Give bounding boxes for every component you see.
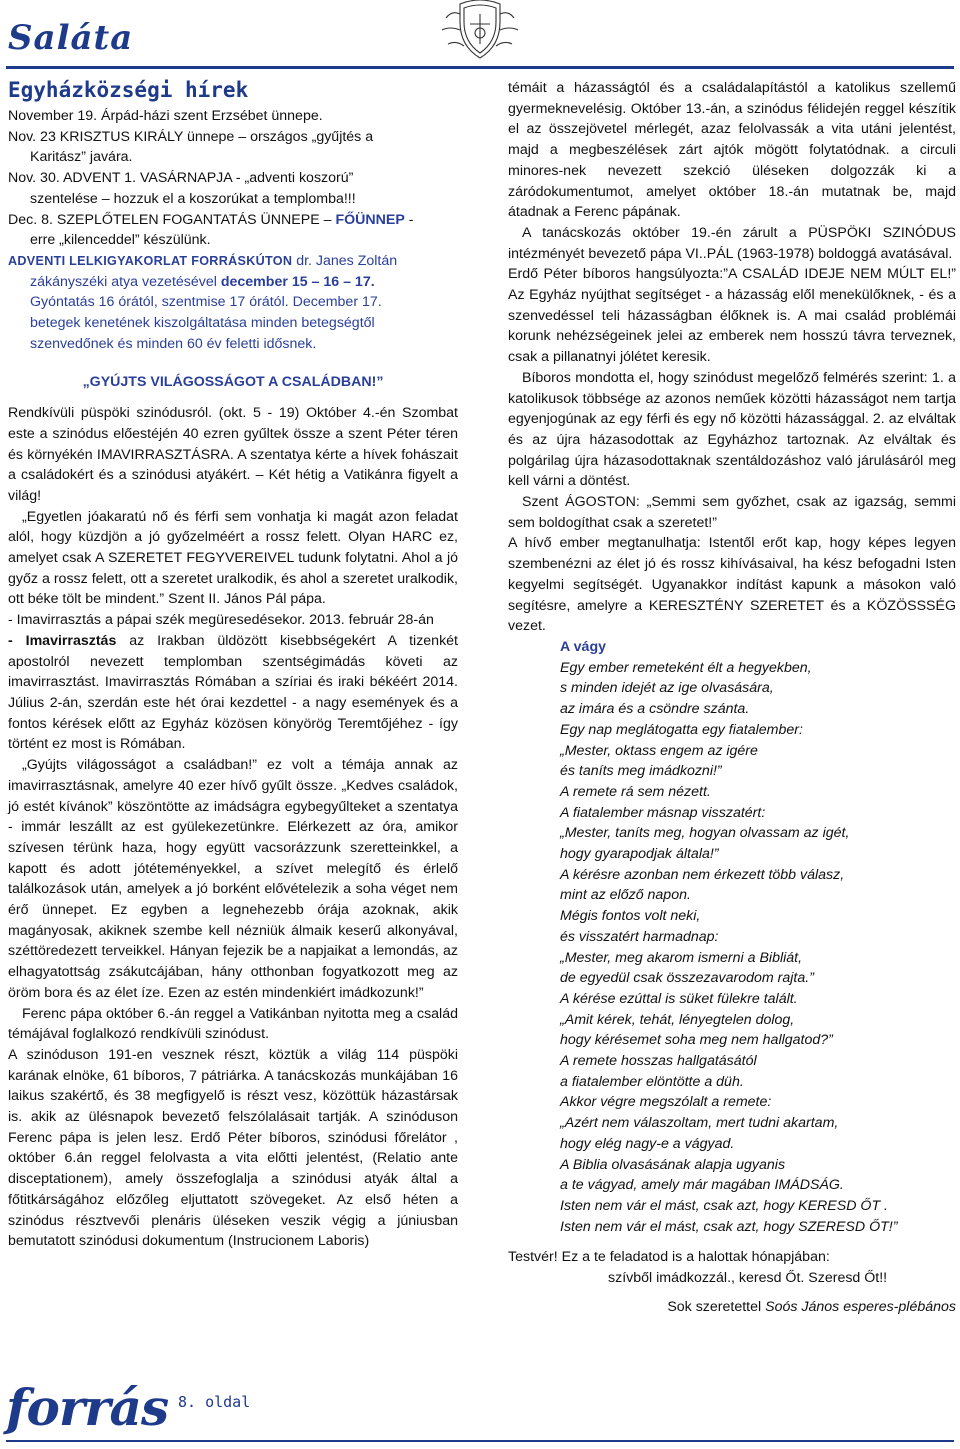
poem-line: „Mester, meg akarom ismerni a Bibliát, (560, 949, 803, 966)
advent-text: zákányszéki atya vezetésével (30, 273, 221, 290)
article-paragraph: A tanácskozás október 19.-én zárult a PÜSPÖKI SZINÓDUS intézményét bevezető pápa VI..PÁL (1963-1978) boldoggá avatásával. (508, 224, 956, 262)
right-column (508, 78, 956, 1317)
poem-line: Isten nem vár el mást, csak azt, hogy KERESD ŐT . (560, 1197, 889, 1214)
poem-line: A kérésre azonban nem érkezett több válasz, (560, 866, 845, 883)
poem-line: Isten nem vár el mást, csak azt, hogy SZERESD ŐT!” (560, 1218, 898, 1235)
advent-line: Gyóntatás 16 órától, szentmise 17 órától. December 17. (30, 294, 382, 311)
signature-name: Soós János esperes-plébános (765, 1298, 956, 1315)
news-line (8, 210, 458, 231)
news-line: November 19. Árpád-házi szent Erzsébet ünnepe. (8, 108, 323, 124)
signature (508, 1297, 956, 1318)
poem-line: és visszatért harmadnap: (560, 928, 719, 945)
signature-prefix: Sok szeretettel (667, 1298, 766, 1315)
news-line: erre „kilenceddel” készülünk. (30, 232, 211, 249)
article-paragraph: A szinóduson 191-en vesznek részt, köztük a világ 114 püspöki karának elnöke, 61 bíboros, 7 pátriárka. A tanácskozás munkájában 16 laikus szakértő, és 38 megfigyelő is részt vesz, közöttük házastársak is. akik az ülésnapok bevezető felszólalásait tartják. A szinóduson Ferenc pápa is jelen lesz. Erdő Péter bíboros, szinódusi főrelátor , október 6.án reggel felolvasta a vita előtti jelentést, (Relatio ante disceptationem), amely összefoglalja a szinódusi atyák által a főtitkárságához előzőleg eljuttatott szövegeket. Az első héten a szinódus résztvevői plenáris üléseken veszik végig a júniusban bemutatott szinódusi dokumentum (Instrucionem Laboris) (8, 1046, 458, 1250)
spacer (8, 393, 458, 403)
poem-line: „Azért nem válaszoltam, mert tudni akartam, (560, 1115, 839, 1132)
closing-line: szívből imádkozzál., keresd Őt. Szeresd Őt!! (608, 1270, 888, 1287)
header-rule (6, 66, 954, 69)
poem-line: „Amit kérek, tehát, lényegtelen dolog, (560, 1011, 795, 1028)
advent-line: betegek kenetének kiszolgáltatása minden betegségtől (30, 315, 375, 332)
poem-line: Egy ember remeteként élt a hegyekben, (560, 659, 812, 676)
spacer (508, 1237, 956, 1247)
article-paragraph: Rendkívüli püspöki szinódusról. (okt. 5 - 19) Október 4.-én Szombat este a szinódus előestéjén 40 ezren gyűltek össze a szent Péter téren és környékén IMAVIRRASZTÁSRA. A szentatya kérte a hívek fohászait a családokért és a szinódusi atyákért. – Két hétig a Vatikánra figyelt a világ! (8, 405, 458, 504)
article-paragraph: Bíboros mondotta el, hogy szinódust megelőző felmérés szerint: 1. a katolikusok többsége az azonos neműek közötti házasságot nem tartja egyenjogúnak az egy férfi és egy nő közötti házassággal. 2. az elváltak és az újra házasodottak az Egyházhoz tartoznak. Az elváltak és polgárilag újra házasodottaknak szentáldozáshoz való járulásáról meg kell várni a döntést. (508, 369, 956, 490)
footer-rule (6, 1440, 954, 1442)
article-paragraph: Erdő Péter bíboros hangsúlyozta:”A CSALÁD IDEJE NEM MÚLT EL!” Az Egyház nyújthat segítséget - a házasság elől menekülőknek, - és a szenvedéssel teli házasságban élőknek is. A mai család problémái korunk nehézségeinek jelei az emberek nem hosszú távra terveznek, csak a pillanatnyi jólétet keresik. (508, 266, 956, 366)
poem-line: A fiatalember másnap visszatért: (560, 804, 766, 821)
feast-highlight: FŐÜNNEP (335, 211, 405, 228)
poem-line: „Mester, taníts meg, hogyan olvassam az igét, (560, 825, 850, 842)
vigil-text: az Irakban üldözött kisebbségekért A tizenkét apostolról nevezett templomban szentségimádás követi az imavirrasztást. Imavirrasztás Rómában a szíriai és iraki békéért 2014. Július 2-án, szerdán este hét órai kezdettel - a nagy események és a fontos kérések előtt az Egyház közösen könyörög Teremtőjéhez - így történt ez most is Rómában. (8, 632, 458, 753)
advent-heading-text: ADVENTI LELKIGYAKORLAT FORRÁSKÚTON (8, 253, 293, 268)
poem-line: az imára és a csöndre szánta. (560, 701, 750, 718)
poem-line: A remete hosszas hallgatásától (560, 1053, 757, 1070)
poem-line: a te vágyad, amely már magában IMÁDSÁG. (560, 1177, 844, 1194)
poem-line: a fiatalember elöntötte a düh. (560, 1073, 744, 1090)
news-line: Karitász” javára. (30, 149, 133, 166)
article-paragraph: „Gyújts világosságot a családban!” ez volt a témája annak az imavirrasztásnak, amelyre 40 ezer hívő gyűlt össze. „Kedves családok, jó estét kívánok” köszöntötte az imádságra egybegyűlteket a szentatya - immár leszállt az est gyülekezetünkre. Elérkezett az óra, amikor szívesen térünk haza, hogy együtt vacsorázzunk szeretteinkkel, a kapott és adott jótéteményekkel, a szívet melegítő és érlelő találkozások után, amelyek a jó borként elővételezik a soha véget nem érő ünnepet. Ez egyben a legnehezebb órája azoknak, akik magányosak, akiknek szembe kell nézniük álmaik keserű alkonyával, széttöredezett terveikkel. Hányan fejezik be a napjaikat a lemondás, az elhagyatottság zsákutcájában, hány otthonban fogyatkozott meg az öröm bora és az élet íze. Ezen az estén mindenkiért imádkozunk!” (8, 757, 458, 1001)
poem-line: hogy kérésemet soha meg nem hallgatod?” (560, 1032, 833, 1049)
quote-paragraph: Szent ÁGOSTON: „Semmi sem győzhet, csak az igazság, semmi sem boldogíthat csak a szeretet!” (508, 494, 956, 531)
poem-line: de egyedül csak összezavarodom rajta.” (560, 970, 814, 987)
news-line: szentelése – hozzuk el a koszorúkat a templomba!!! (30, 190, 356, 207)
news-line: Nov. 30. ADVENT 1. VASÁRNAPJA - „adventi koszorú” (8, 170, 354, 187)
poem-line: hogy elég nagy-e a vágyad. (560, 1135, 735, 1152)
section-title: Egyházközségi hírek (8, 78, 249, 102)
poem-line: s minden idejét az ige olvasására, (560, 680, 774, 697)
news-text: - (404, 211, 414, 228)
article-paragraph (8, 631, 458, 755)
article-paragraph: Ferenc pápa október 6.-án reggel a Vatikánban nyitotta meg a család témájával foglalkozó rendkívüli szinódust. (8, 1005, 458, 1043)
poem-line: A remete rá sem nézett. (560, 783, 711, 800)
article-paragraph: A hívő ember megtanulhatja: Istentől erőt kap, hogy képes legyen szembenézni az élet jó és rossz kihívásaival, ha kész befogadni Isten kegyelmi segítségét. Ugyanakkor indítást kapunk a másokon való segítésre, amelyre a KERESZTÉNY SZERETET és a KÖZÖSSSÉG vezet. (508, 535, 956, 635)
page-title: Saláta (8, 18, 134, 58)
poem-line: Akkor végre megszólalt a remete: (560, 1094, 772, 1111)
spacer (508, 1289, 956, 1297)
poem-line: A kérése ezúttal is süket fülekre talált. (560, 990, 798, 1007)
article-paragraph: témáit a házasságtól és a családalapítástól a katolikus szellemű gyermeknevelésig. Október 13.-án, a szinódus félidején reggel készítik el az összejövetel mérlegét, azaz felolvassák a vita utáni jelentést, majd a megbeszélések zárt ajtók mögött folytatódnak. a circuli minores-nek nevezett szekció üléseken dolgozzák ki a záródokumentumot, amelyet október 18.-án mutatnak be, majd átadnak a Ferenc pápának. (508, 80, 956, 221)
news-text: Dec. 8. SZEPLŐTELEN FOGANTATÁS ÜNNEPE – (8, 211, 336, 228)
poem (508, 658, 956, 1238)
poem-line: Mégis fontos volt neki, (560, 908, 701, 925)
poem-line: mint az előző napon. (560, 887, 691, 904)
poem-line: Egy nap meglátogatta egy fiatalember: (560, 721, 803, 738)
advent-line (8, 272, 458, 293)
advent-dates: december 15 – 16 – 17. (220, 273, 375, 290)
poem-line: A Biblia olvasásának alapja ugyanis (560, 1156, 786, 1173)
quote-paragraph: „Egyetlen jóakaratú nő és férfi sem vonhatja ki magát azon feladat alól, hogy küzdjön a jó győzelméért a rossz felett. Olyan HARC ez, amelyet csak A SZERETET FEGYVEREIVEL tudunk folytatni. Ahol a jó győz a rossz felett, ott a szeretet uralkodik, és ahol a szeretet uralkodik, ott béke tölt be mindent.” Szent II. János Pál pápa. (8, 508, 458, 608)
vigil-bold: - Imavirrasztás (8, 632, 117, 649)
poem-line: hogy gyarapodjak általa!” (560, 846, 719, 863)
left-column (8, 106, 458, 1252)
poem-title: A vágy (560, 638, 606, 655)
spacer (8, 354, 458, 372)
closing-line: Testvér! Ez a te feladatod is a halottak hónapjában: (508, 1249, 830, 1266)
advent-retreat-heading (8, 251, 458, 272)
article-paragraph: - Imavirrasztás a pápai szék megüresedésekor. 2013. február 28-án (8, 612, 434, 629)
news-line: Nov. 23 KRISZTUS KIRÁLY ünnepe – országos „gyűjtés a (8, 128, 374, 145)
church-crest-icon (432, 0, 528, 62)
slogan: „GYÚJTS VILÁGOSSÁGOT A CSALÁDBAN!” (82, 374, 384, 391)
page-number: 8. oldal (178, 1393, 251, 1411)
poem-line: „Mester, oktass engem az igére (560, 742, 758, 759)
advent-line: szenvedőnek és minden 60 év feletti idősnek. (30, 335, 317, 352)
poem-line: és taníts meg imádkozni!” (560, 763, 722, 780)
forras-logo: forrás (6, 1378, 169, 1437)
retreat-leader: dr. Janes Zoltán (292, 252, 398, 269)
